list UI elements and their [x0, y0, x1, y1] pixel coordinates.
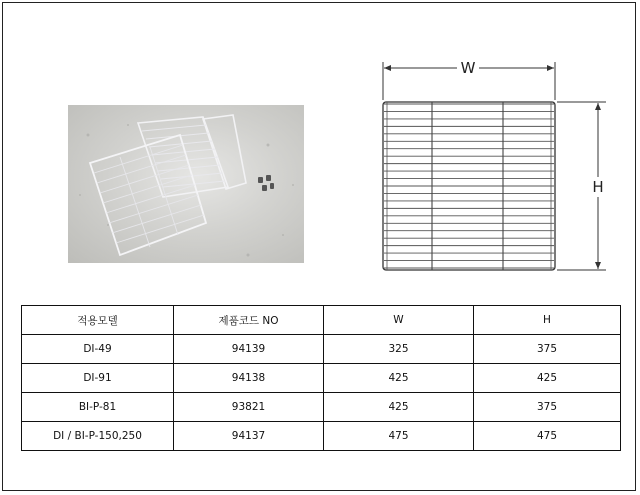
table-row	[22, 422, 621, 451]
cell-height: 375	[474, 335, 621, 364]
cell-code: 94138	[174, 364, 324, 393]
cell-model: DI / BI-P-150,250	[22, 422, 174, 451]
cell-code: 94139	[174, 335, 324, 364]
cell-code: 93821	[174, 393, 324, 422]
cell-width: 425	[324, 393, 474, 422]
height-label: H	[592, 178, 604, 196]
header-width: W	[324, 306, 474, 335]
spec-table	[21, 305, 621, 451]
table-row	[22, 393, 621, 422]
dimension-diagram	[374, 52, 614, 277]
width-label: W	[460, 59, 476, 77]
table-row	[22, 335, 621, 364]
cell-height: 375	[474, 393, 621, 422]
cell-width: 425	[324, 364, 474, 393]
header-model: 적용모델	[22, 306, 174, 335]
table-row	[22, 364, 621, 393]
cell-model: DI-91	[22, 364, 174, 393]
cell-height: 475	[474, 422, 621, 451]
header-height: H	[474, 306, 621, 335]
cell-width: 475	[324, 422, 474, 451]
cell-width: 325	[324, 335, 474, 364]
header-code: 제품코드 NO	[174, 306, 324, 335]
wire-shelf-photo-icon	[68, 105, 304, 263]
product-photo	[68, 105, 304, 263]
cell-code: 94137	[174, 422, 324, 451]
cell-height: 425	[474, 364, 621, 393]
cell-model: BI-P-81	[22, 393, 174, 422]
cell-model: DI-49	[22, 335, 174, 364]
table-header-row	[22, 306, 621, 335]
